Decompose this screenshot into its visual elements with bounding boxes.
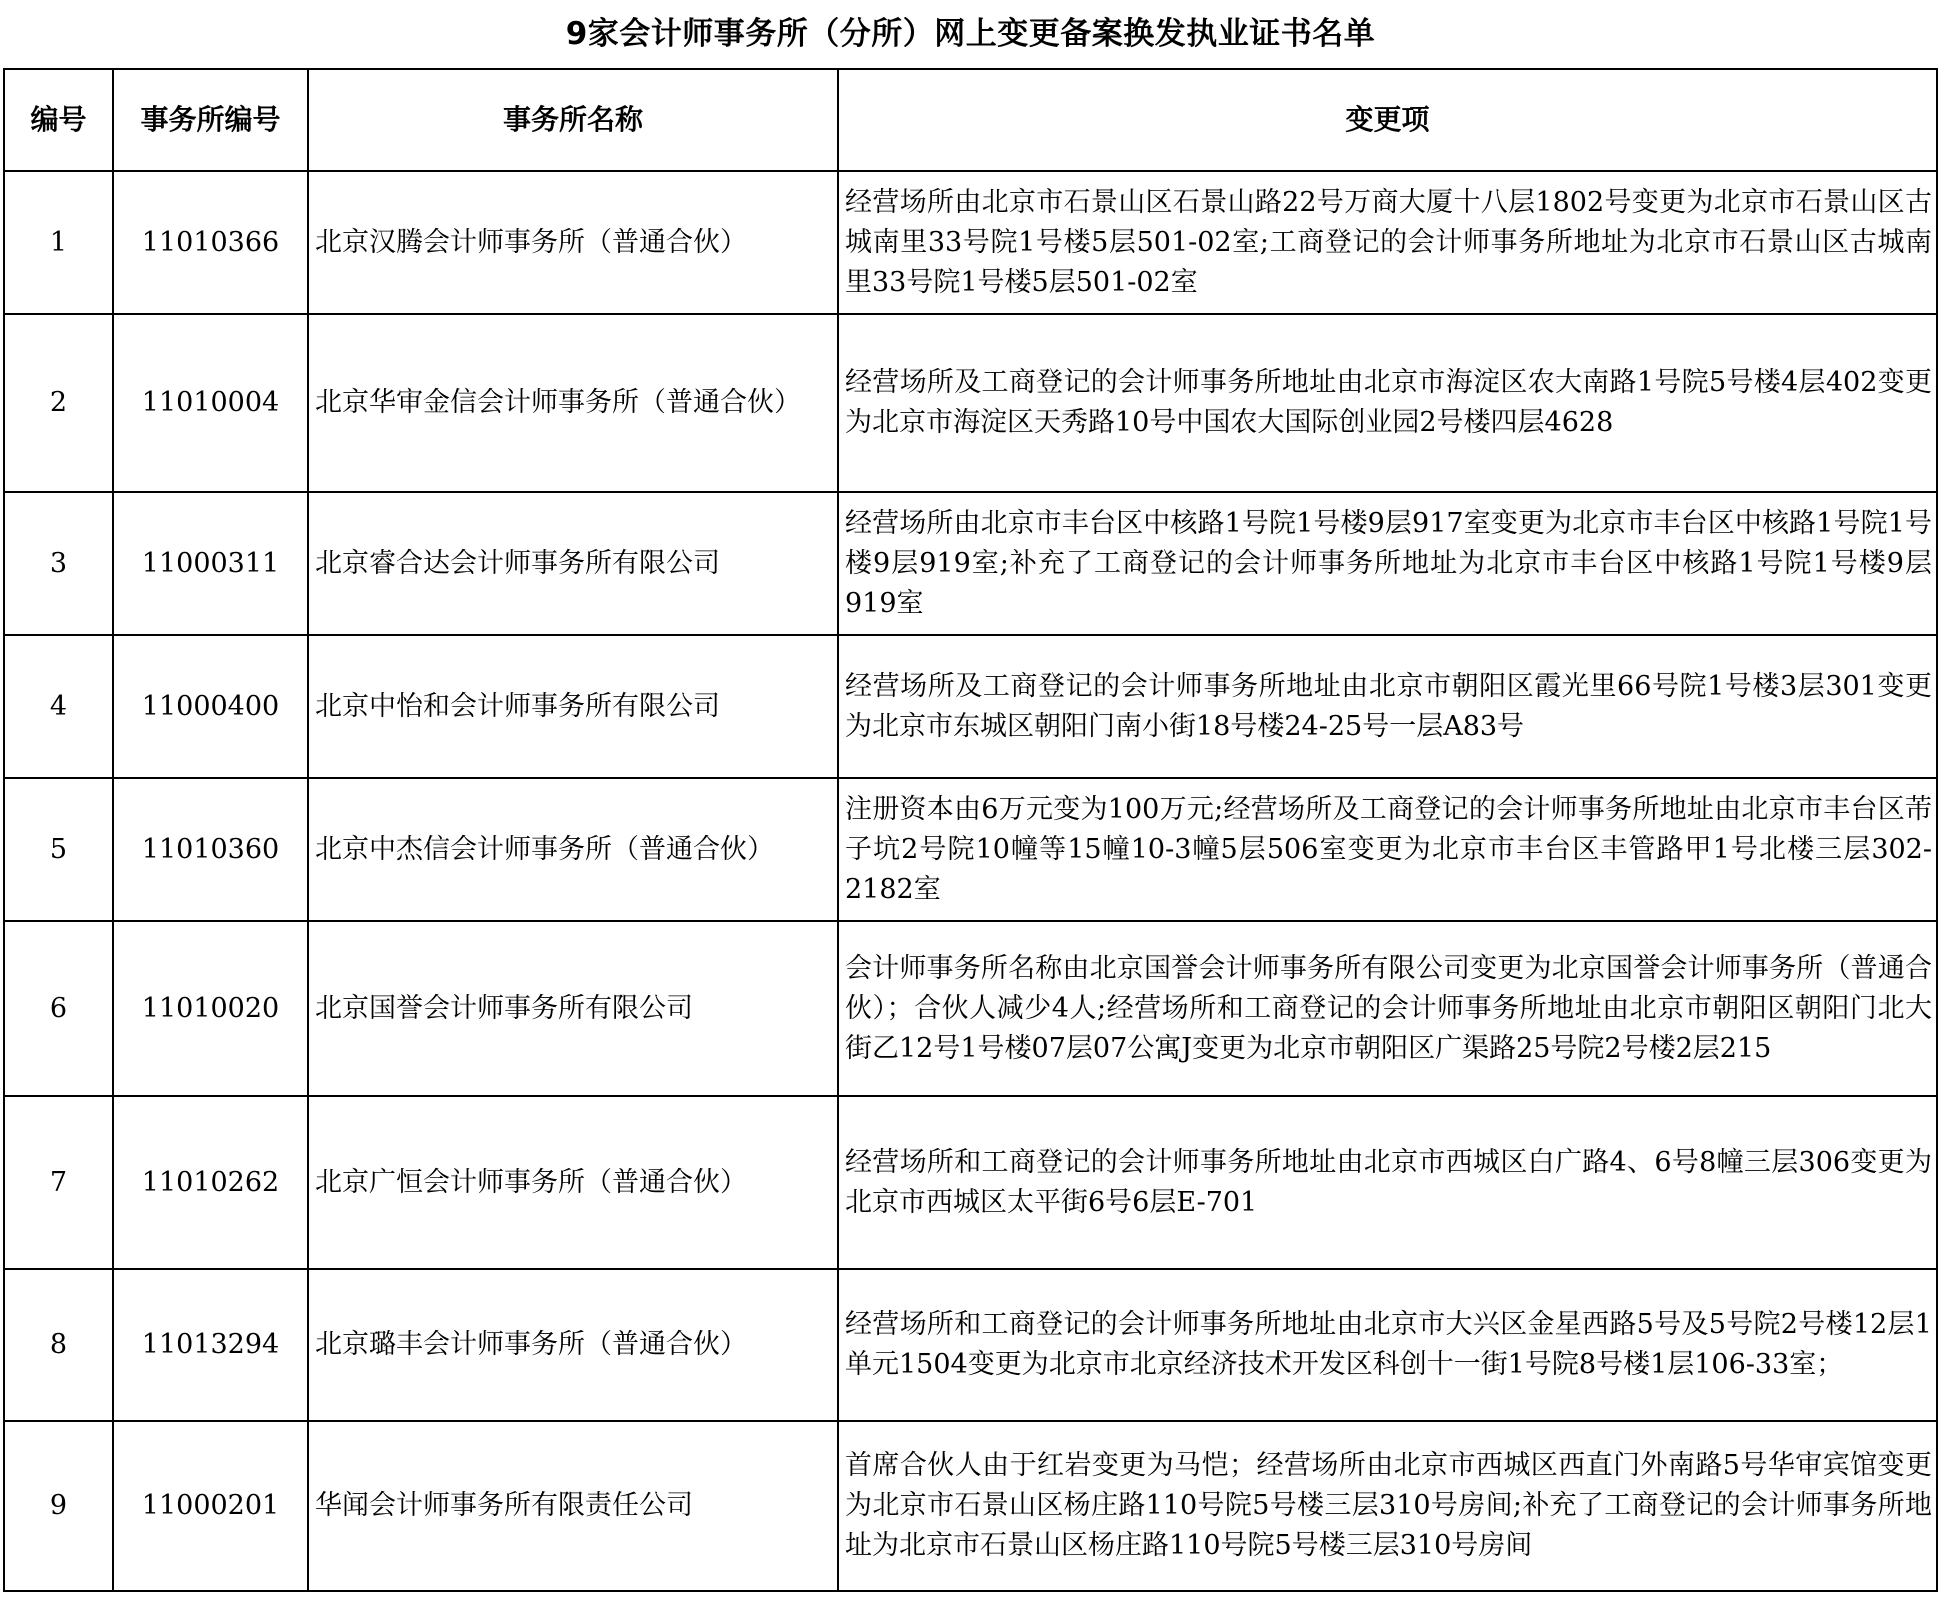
firm-code: 11010020 <box>113 921 308 1096</box>
row-number: 2 <box>4 314 113 492</box>
header-firm-name: 事务所名称 <box>308 69 838 171</box>
row-number: 4 <box>4 635 113 778</box>
firm-code: 11000400 <box>113 635 308 778</box>
table-row <box>4 921 1937 1096</box>
header-row <box>4 69 1937 171</box>
row-number: 7 <box>4 1096 113 1269</box>
table-row <box>4 1269 1937 1421</box>
firm-code: 11010262 <box>113 1096 308 1269</box>
header-change-item: 变更项 <box>838 69 1937 171</box>
firm-code: 11010360 <box>113 778 308 921</box>
firm-code: 11000311 <box>113 492 308 635</box>
table-row <box>4 1421 1937 1591</box>
firm-name: 北京汉腾会计师事务所（普通合伙） <box>308 171 838 314</box>
change-item: 注册资本由6万元变为100万元;经营场所及工商登记的会计师事务所地址由北京市丰台区芾子坑2号院10幢等15幢10-3幢5层506室变更为北京市丰台区丰管路甲1号北楼三层302-2182室 <box>838 778 1937 921</box>
table-row <box>4 171 1937 314</box>
firm-name: 北京睿合达会计师事务所有限公司 <box>308 492 838 635</box>
firm-name: 北京中怡和会计师事务所有限公司 <box>308 635 838 778</box>
change-item: 经营场所及工商登记的会计师事务所地址由北京市朝阳区霞光里66号院1号楼3层301变更为北京市东城区朝阳门南小街18号楼24-25号一层A83号 <box>838 635 1937 778</box>
row-number: 8 <box>4 1269 113 1421</box>
change-item: 经营场所及工商登记的会计师事务所地址由北京市海淀区农大南路1号院5号楼4层402变更为北京市海淀区天秀路10号中国农大国际创业园2号楼四层4628 <box>838 314 1937 492</box>
firm-name: 北京华审金信会计师事务所（普通合伙） <box>308 314 838 492</box>
header-firm-code: 事务所编号 <box>113 69 308 171</box>
firm-code: 11010366 <box>113 171 308 314</box>
row-number: 5 <box>4 778 113 921</box>
firm-name: 北京璐丰会计师事务所（普通合伙） <box>308 1269 838 1421</box>
change-item: 首席合伙人由于红岩变更为马恺；经营场所由北京市西城区西直门外南路5号华审宾馆变更为北京市石景山区杨庄路110号院5号楼三层310号房间;补充了工商登记的会计师事务所地址为北京市石景山区杨庄路110号院5号楼三层310号房间 <box>838 1421 1937 1591</box>
document-title: 9家会计师事务所（分所）网上变更备案换发执业证书名单 <box>565 16 1376 52</box>
table-row <box>4 635 1937 778</box>
firm-name: 北京中杰信会计师事务所（普通合伙） <box>308 778 838 921</box>
firm-code: 11010004 <box>113 314 308 492</box>
change-item: 经营场所由北京市石景山区石景山路22号万商大厦十八层1802号变更为北京市石景山区古城南里33号院1号楼5层501-02室;工商登记的会计师事务所地址为北京市石景山区古城南里33号院1号楼5层501-02室 <box>838 171 1937 314</box>
firm-code: 11000201 <box>113 1421 308 1591</box>
firm-name: 北京国誉会计师事务所有限公司 <box>308 921 838 1096</box>
row-number: 3 <box>4 492 113 635</box>
header-number: 编号 <box>4 69 113 171</box>
table-row <box>4 778 1937 921</box>
change-item: 经营场所由北京市丰台区中核路1号院1号楼9层917室变更为北京市丰台区中核路1号院1号楼9层919室;补充了工商登记的会计师事务所地址为北京市丰台区中核路1号院1号楼9层919室 <box>838 492 1937 635</box>
change-item: 经营场所和工商登记的会计师事务所地址由北京市大兴区金星西路5号及5号院2号楼12层1单元1504变更为北京市北京经济技术开发区科创十一街1号院8号楼1层106-33室； <box>838 1269 1937 1421</box>
table-row <box>4 492 1937 635</box>
row-number: 9 <box>4 1421 113 1591</box>
firm-name: 华闻会计师事务所有限责任公司 <box>308 1421 838 1591</box>
row-number: 1 <box>4 171 113 314</box>
firm-code: 11013294 <box>113 1269 308 1421</box>
table-row <box>4 314 1937 492</box>
firm-name: 北京广恒会计师事务所（普通合伙） <box>308 1096 838 1269</box>
table-row <box>4 1096 1937 1269</box>
row-number: 6 <box>4 921 113 1096</box>
change-item: 会计师事务所名称由北京国誉会计师事务所有限公司变更为北京国誉会计师事务所（普通合伙）；合伙人减少4人;经营场所和工商登记的会计师事务所地址由北京市朝阳区朝阳门北大街乙12号1号楼07层07公寓J变更为北京市朝阳区广渠路25号院2号楼2层215 <box>838 921 1937 1096</box>
firm-change-table <box>3 68 1938 1592</box>
change-item: 经营场所和工商登记的会计师事务所地址由北京市西城区白广路4、6号8幢三层306变更为北京市西城区太平街6号6层E-701 <box>838 1096 1937 1269</box>
